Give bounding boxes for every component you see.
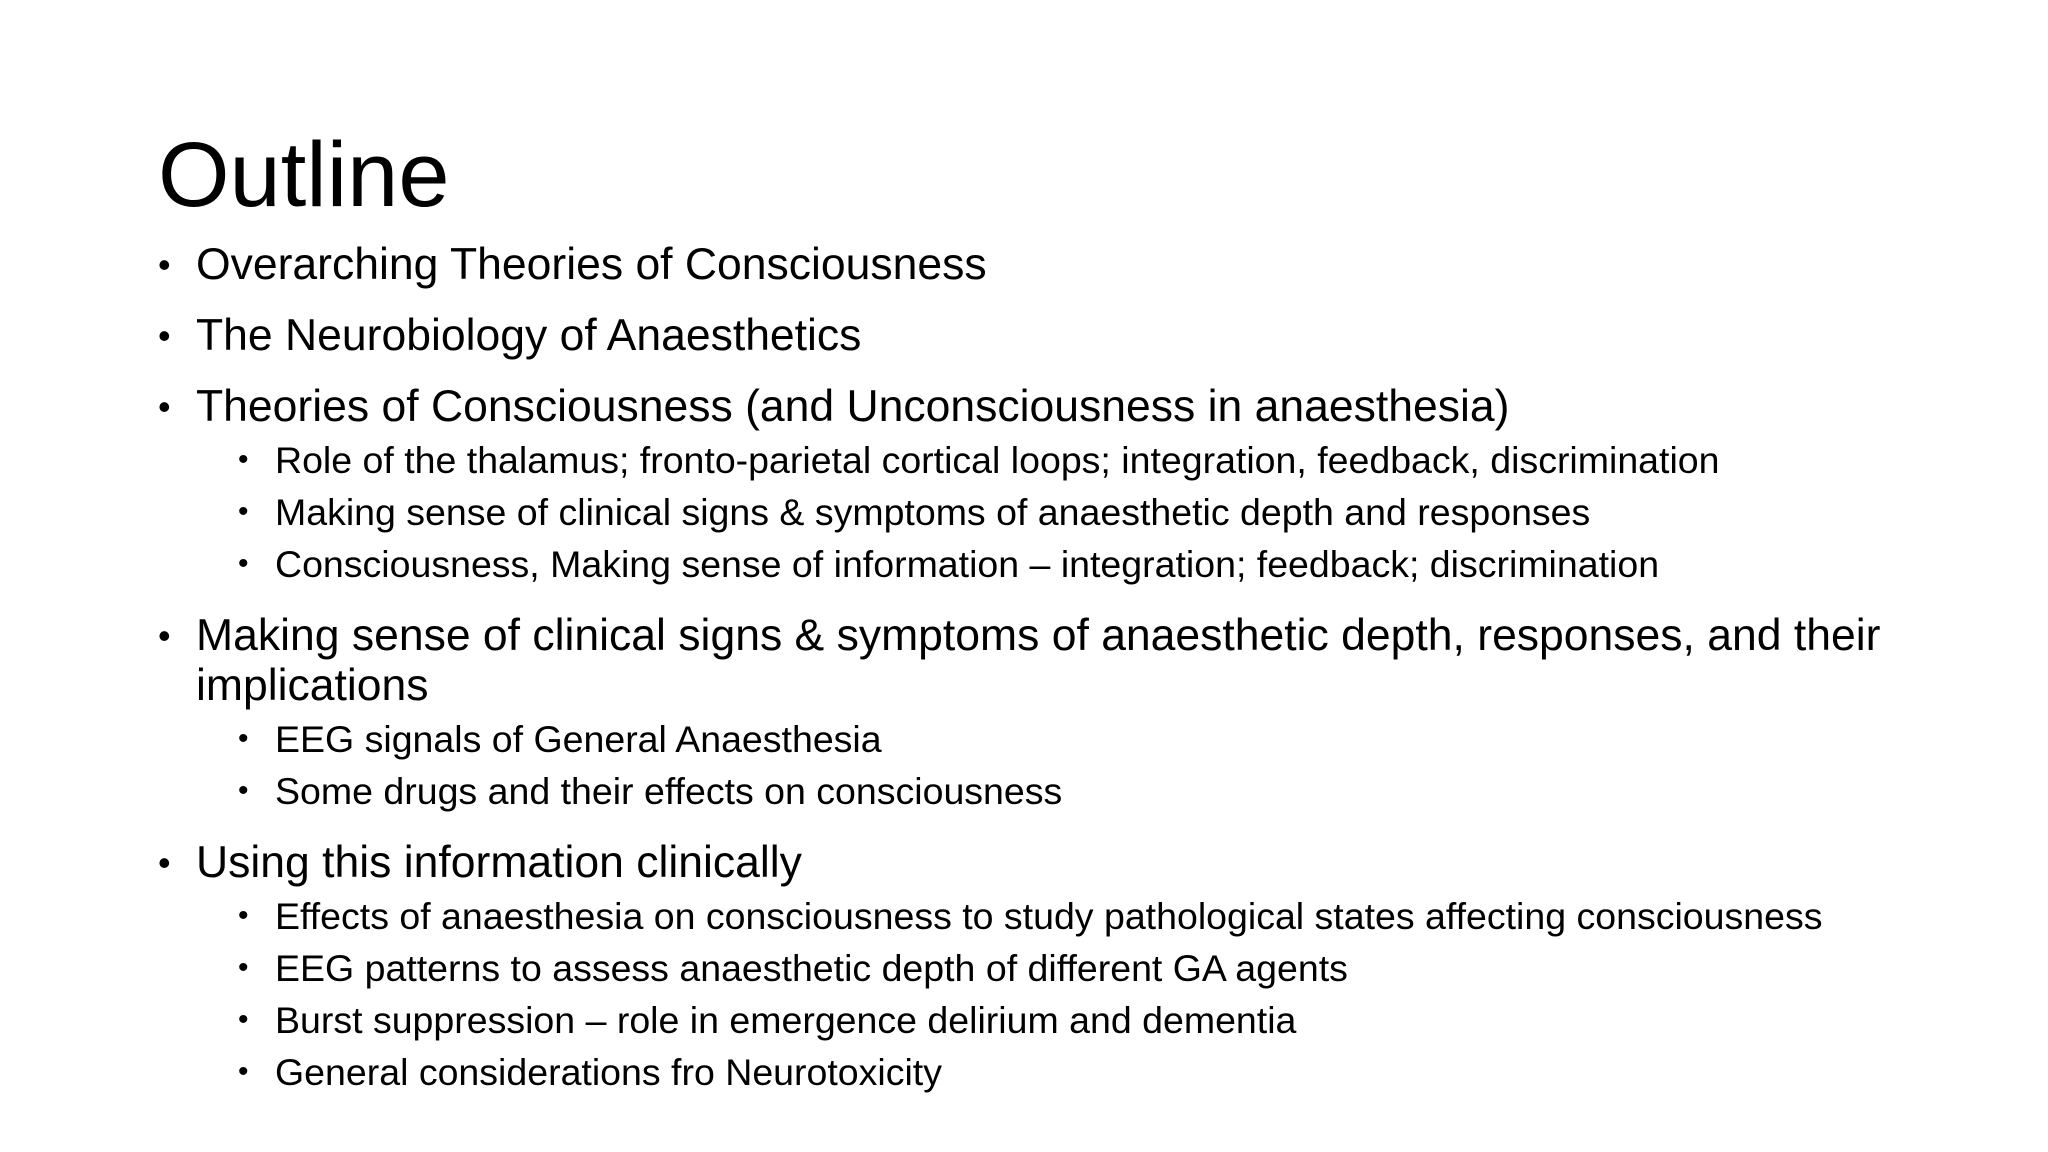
bullet-icon: • <box>158 386 171 427</box>
outline-item-text: Using this information clinically <box>196 838 802 887</box>
outline-item <box>158 240 1918 290</box>
outline-subitem <box>158 890 1918 942</box>
outline-sublist <box>158 713 1918 817</box>
outline-sublist <box>158 890 1918 1098</box>
outline-subitem <box>158 1046 1918 1098</box>
outline-subitem-text: Effects of anaesthesia on consciousness to study pathological states affecting consciousness <box>275 895 1823 937</box>
outline-subitem-text: Some drugs and their effects on consciousness <box>275 770 1063 812</box>
bullet-icon: • <box>158 615 171 656</box>
bullet-icon: • <box>158 315 171 356</box>
outline-sublist <box>158 434 1918 590</box>
outline-subitem-text: EEG patterns to assess anaesthetic depth of different GA agents <box>275 947 1348 989</box>
outline-subitem <box>158 765 1918 817</box>
outline-subitem-text: Burst suppression – role in emergence delirium and dementia <box>275 999 1297 1041</box>
outline-subitem <box>158 942 1918 994</box>
bullet-icon: • <box>158 842 171 883</box>
bullet-icon: • <box>238 547 249 580</box>
outline-subitem <box>158 434 1918 486</box>
outline-item-text: Making sense of clinical signs & symptoms of anaesthetic depth, responses, and their implications <box>196 611 1881 710</box>
bullet-icon: • <box>238 722 249 755</box>
outline-subitem-text: General considerations fro Neurotoxicity <box>275 1051 942 1093</box>
bullet-icon: • <box>238 1003 249 1036</box>
bullet-icon: • <box>158 244 171 285</box>
outline-item-text: The Neurobiology of Anaesthetics <box>196 311 862 360</box>
outline-item-text: Overarching Theories of Consciousness <box>196 240 987 289</box>
outline-subitem-text: EEG signals of General Anaesthesia <box>275 718 882 760</box>
bullet-icon: • <box>238 951 249 984</box>
outline-item-text: Theories of Consciousness (and Unconsciousness in anaesthesia) <box>196 382 1510 431</box>
outline-subitem <box>158 538 1918 590</box>
outline-subitem-text: Role of the thalamus; fronto-parietal cortical loops; integration, feedback, discrimination <box>275 439 1720 481</box>
slide-title: Outline <box>158 124 450 226</box>
outline-item <box>158 311 1918 361</box>
outline-item <box>158 838 1918 888</box>
outline-list <box>158 240 1918 1098</box>
bullet-icon: • <box>238 774 249 807</box>
outline-item <box>158 382 1918 432</box>
bullet-icon: • <box>238 899 249 932</box>
outline-subitem <box>158 713 1918 765</box>
bullet-icon: • <box>238 495 249 528</box>
bullet-icon: • <box>238 1055 249 1088</box>
outline-subitem <box>158 994 1918 1046</box>
bullet-icon: • <box>238 443 249 476</box>
outline-subitem-text: Making sense of clinical signs & symptoms of anaesthetic depth and responses <box>275 491 1591 533</box>
outline-subitem-text: Consciousness, Making sense of information – integration; feedback; discrimination <box>275 543 1660 585</box>
outline-subitem <box>158 486 1918 538</box>
outline-item <box>158 611 1918 711</box>
